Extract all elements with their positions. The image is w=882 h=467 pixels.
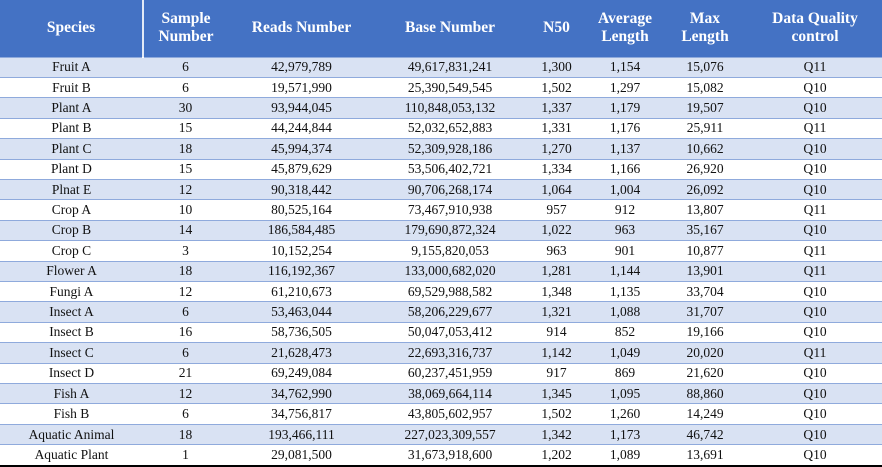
table-cell-reads-number: 90,318,442 (228, 179, 375, 199)
table-cell-reads-number: 61,210,673 (228, 281, 375, 301)
table-cell-n50: 917 (525, 363, 588, 383)
table-cell-species: Plant C (0, 139, 143, 159)
table-header (0, 0, 882, 57)
table-cell-reads-number: 58,736,505 (228, 322, 375, 342)
table-cell-reads-number: 21,628,473 (228, 343, 375, 363)
table-cell-sample-number: 10 (143, 200, 228, 220)
table-row (0, 241, 882, 261)
table-cell-sample-number: 6 (143, 77, 228, 97)
table-row (0, 363, 882, 383)
column-header-base-number: Base Number (375, 0, 525, 57)
table-cell-base-number: 179,690,872,324 (375, 220, 525, 240)
table-cell-average-length: 1,095 (588, 384, 662, 404)
table-cell-data-quality-control: Q10 (748, 98, 882, 118)
table-cell-average-length: 1,179 (588, 98, 662, 118)
table-row (0, 322, 882, 342)
table-cell-data-quality-control: Q10 (748, 404, 882, 424)
table-cell-base-number: 52,032,652,883 (375, 118, 525, 138)
table-cell-species: Fruit B (0, 77, 143, 97)
table-cell-data-quality-control: Q10 (748, 77, 882, 97)
table-cell-species: Flower A (0, 261, 143, 281)
table-cell-species: Insect B (0, 322, 143, 342)
table-cell-reads-number: 186,584,485 (228, 220, 375, 240)
table-cell-species: Fungi A (0, 281, 143, 301)
table-cell-sample-number: 12 (143, 281, 228, 301)
table-cell-base-number: 227,023,309,557 (375, 424, 525, 444)
table-cell-average-length: 1,135 (588, 281, 662, 301)
table-cell-max-length: 26,920 (662, 159, 748, 179)
table-row (0, 281, 882, 301)
table-cell-reads-number: 69,249,084 (228, 363, 375, 383)
table-row (0, 384, 882, 404)
table-cell-species: Crop A (0, 200, 143, 220)
column-header-n50: N50 (525, 0, 588, 57)
table-row (0, 98, 882, 118)
table-cell-max-length: 14,249 (662, 404, 748, 424)
table-cell-n50: 1,022 (525, 220, 588, 240)
table-row (0, 200, 882, 220)
table-cell-species: Crop B (0, 220, 143, 240)
table-body (0, 57, 882, 466)
table-cell-n50: 1,502 (525, 404, 588, 424)
table-cell-species: Insect C (0, 343, 143, 363)
table-cell-n50: 1,342 (525, 424, 588, 444)
table-cell-sample-number: 3 (143, 241, 228, 261)
table-cell-reads-number: 116,192,367 (228, 261, 375, 281)
table-cell-max-length: 19,166 (662, 322, 748, 342)
table-cell-max-length: 31,707 (662, 302, 748, 322)
table-cell-average-length: 1,137 (588, 139, 662, 159)
table-cell-sample-number: 12 (143, 384, 228, 404)
table-cell-average-length: 852 (588, 322, 662, 342)
table-cell-base-number: 25,390,549,545 (375, 77, 525, 97)
table-cell-base-number: 50,047,053,412 (375, 322, 525, 342)
column-header-reads-number: Reads Number (228, 0, 375, 57)
table-cell-average-length: 1,260 (588, 404, 662, 424)
table-cell-base-number: 49,617,831,241 (375, 57, 525, 77)
table-cell-average-length: 1,154 (588, 57, 662, 77)
table-cell-average-length: 1,004 (588, 179, 662, 199)
table-cell-data-quality-control: Q10 (748, 384, 882, 404)
table-cell-n50: 1,337 (525, 98, 588, 118)
table-cell-max-length: 20,020 (662, 343, 748, 363)
table-cell-data-quality-control: Q10 (748, 281, 882, 301)
table-cell-reads-number: 45,994,374 (228, 139, 375, 159)
table-row (0, 139, 882, 159)
table-cell-species: Fruit A (0, 57, 143, 77)
column-header-sample-number: Sample Number (143, 0, 228, 57)
table-cell-data-quality-control: Q10 (748, 322, 882, 342)
table-row (0, 179, 882, 199)
table-cell-max-length: 13,691 (662, 445, 748, 466)
table-cell-sample-number: 18 (143, 424, 228, 444)
table-cell-n50: 1,331 (525, 118, 588, 138)
table-cell-n50: 1,502 (525, 77, 588, 97)
table-cell-species: Plant B (0, 118, 143, 138)
table-cell-base-number: 53,506,402,721 (375, 159, 525, 179)
table-cell-base-number: 9,155,820,053 (375, 241, 525, 261)
table-cell-n50: 1,064 (525, 179, 588, 199)
table-cell-species: Fish A (0, 384, 143, 404)
table-cell-max-length: 10,662 (662, 139, 748, 159)
table-cell-data-quality-control: Q10 (748, 302, 882, 322)
table-cell-species: Aquatic Plant (0, 445, 143, 466)
table-cell-average-length: 1,166 (588, 159, 662, 179)
table-cell-data-quality-control: Q10 (748, 159, 882, 179)
column-header-data-quality-control: Data Quality control (748, 0, 882, 57)
table-cell-n50: 1,348 (525, 281, 588, 301)
table-row (0, 57, 882, 77)
table-cell-average-length: 1,297 (588, 77, 662, 97)
table-cell-base-number: 43,805,602,957 (375, 404, 525, 424)
table-cell-species: Insect A (0, 302, 143, 322)
table-cell-reads-number: 44,244,844 (228, 118, 375, 138)
table-cell-n50: 957 (525, 200, 588, 220)
table-cell-data-quality-control: Q11 (748, 118, 882, 138)
table-cell-species: Insect D (0, 363, 143, 383)
table-cell-sample-number: 6 (143, 404, 228, 424)
table-cell-base-number: 31,673,918,600 (375, 445, 525, 466)
table-row (0, 343, 882, 363)
table-cell-sample-number: 6 (143, 57, 228, 77)
table-cell-average-length: 1,088 (588, 302, 662, 322)
table-cell-n50: 1,345 (525, 384, 588, 404)
table-cell-sample-number: 21 (143, 363, 228, 383)
table-cell-reads-number: 34,756,817 (228, 404, 375, 424)
table-cell-max-length: 88,860 (662, 384, 748, 404)
table-cell-average-length: 1,089 (588, 445, 662, 466)
column-header-average-length: Average Length (588, 0, 662, 57)
table-cell-data-quality-control: Q10 (748, 424, 882, 444)
table-row (0, 220, 882, 240)
table-cell-data-quality-control: Q10 (748, 139, 882, 159)
table-cell-sample-number: 12 (143, 179, 228, 199)
table-cell-sample-number: 30 (143, 98, 228, 118)
table-row (0, 302, 882, 322)
table-cell-average-length: 1,049 (588, 343, 662, 363)
table-cell-max-length: 35,167 (662, 220, 748, 240)
table-cell-n50: 1,202 (525, 445, 588, 466)
table-cell-base-number: 60,237,451,959 (375, 363, 525, 383)
table-cell-data-quality-control: Q10 (748, 179, 882, 199)
table-cell-n50: 1,142 (525, 343, 588, 363)
table-cell-average-length: 1,176 (588, 118, 662, 138)
table-cell-sample-number: 18 (143, 139, 228, 159)
table-cell-data-quality-control: Q10 (748, 445, 882, 466)
table-cell-max-length: 15,076 (662, 57, 748, 77)
table-cell-average-length: 869 (588, 363, 662, 383)
table-cell-species: Crop C (0, 241, 143, 261)
table-cell-max-length: 26,092 (662, 179, 748, 199)
table-cell-reads-number: 80,525,164 (228, 200, 375, 220)
table-cell-base-number: 58,206,229,677 (375, 302, 525, 322)
table-cell-max-length: 13,807 (662, 200, 748, 220)
table-cell-max-length: 33,704 (662, 281, 748, 301)
table-cell-species: Plnat E (0, 179, 143, 199)
table-row (0, 261, 882, 281)
table-row (0, 77, 882, 97)
table-cell-base-number: 69,529,988,582 (375, 281, 525, 301)
table-cell-max-length: 19,507 (662, 98, 748, 118)
table-cell-n50: 1,270 (525, 139, 588, 159)
table-cell-average-length: 963 (588, 220, 662, 240)
table-row (0, 404, 882, 424)
table-cell-reads-number: 10,152,254 (228, 241, 375, 261)
table-cell-sample-number: 14 (143, 220, 228, 240)
table-cell-reads-number: 29,081,500 (228, 445, 375, 466)
table-cell-data-quality-control: Q11 (748, 343, 882, 363)
table-cell-reads-number: 45,879,629 (228, 159, 375, 179)
table-header-row (0, 0, 882, 57)
table-cell-sample-number: 16 (143, 322, 228, 342)
table-cell-reads-number: 53,463,044 (228, 302, 375, 322)
table-cell-n50: 963 (525, 241, 588, 261)
table-cell-data-quality-control: Q11 (748, 241, 882, 261)
table-cell-species: Plant A (0, 98, 143, 118)
table-cell-n50: 1,300 (525, 57, 588, 77)
table-cell-base-number: 73,467,910,938 (375, 200, 525, 220)
table-cell-sample-number: 1 (143, 445, 228, 466)
table-cell-max-length: 13,901 (662, 261, 748, 281)
table-cell-reads-number: 19,571,990 (228, 77, 375, 97)
table-cell-base-number: 38,069,664,114 (375, 384, 525, 404)
table-cell-max-length: 15,082 (662, 77, 748, 97)
table-cell-data-quality-control: Q10 (748, 220, 882, 240)
table-cell-base-number: 90,706,268,174 (375, 179, 525, 199)
table-cell-data-quality-control: Q11 (748, 261, 882, 281)
table-cell-data-quality-control: Q10 (748, 363, 882, 383)
table-row (0, 445, 882, 466)
table-cell-n50: 1,281 (525, 261, 588, 281)
table-cell-base-number: 133,000,682,020 (375, 261, 525, 281)
table-cell-data-quality-control: Q11 (748, 57, 882, 77)
table-cell-sample-number: 15 (143, 159, 228, 179)
table-cell-sample-number: 6 (143, 343, 228, 363)
table-cell-sample-number: 15 (143, 118, 228, 138)
table-cell-n50: 1,334 (525, 159, 588, 179)
table-cell-base-number: 22,693,316,737 (375, 343, 525, 363)
column-header-max-length: Max Length (662, 0, 748, 57)
table-cell-species: Aquatic Animal (0, 424, 143, 444)
table-cell-reads-number: 42,979,789 (228, 57, 375, 77)
table-cell-max-length: 21,620 (662, 363, 748, 383)
table-cell-species: Plant D (0, 159, 143, 179)
table-row (0, 159, 882, 179)
table-cell-max-length: 10,877 (662, 241, 748, 261)
table-cell-average-length: 912 (588, 200, 662, 220)
table-cell-base-number: 110,848,053,132 (375, 98, 525, 118)
table-cell-sample-number: 18 (143, 261, 228, 281)
table-cell-average-length: 901 (588, 241, 662, 261)
table-cell-average-length: 1,144 (588, 261, 662, 281)
table-cell-reads-number: 93,944,045 (228, 98, 375, 118)
table-cell-average-length: 1,173 (588, 424, 662, 444)
table-cell-reads-number: 34,762,990 (228, 384, 375, 404)
table-row (0, 424, 882, 444)
table-row (0, 118, 882, 138)
table-cell-base-number: 52,309,928,186 (375, 139, 525, 159)
table-cell-n50: 914 (525, 322, 588, 342)
table-cell-data-quality-control: Q11 (748, 200, 882, 220)
table-cell-max-length: 46,742 (662, 424, 748, 444)
table-cell-max-length: 25,911 (662, 118, 748, 138)
table-cell-species: Fish B (0, 404, 143, 424)
table-cell-reads-number: 193,466,111 (228, 424, 375, 444)
column-header-species: Species (0, 0, 143, 57)
table-cell-sample-number: 6 (143, 302, 228, 322)
table-cell-n50: 1,321 (525, 302, 588, 322)
